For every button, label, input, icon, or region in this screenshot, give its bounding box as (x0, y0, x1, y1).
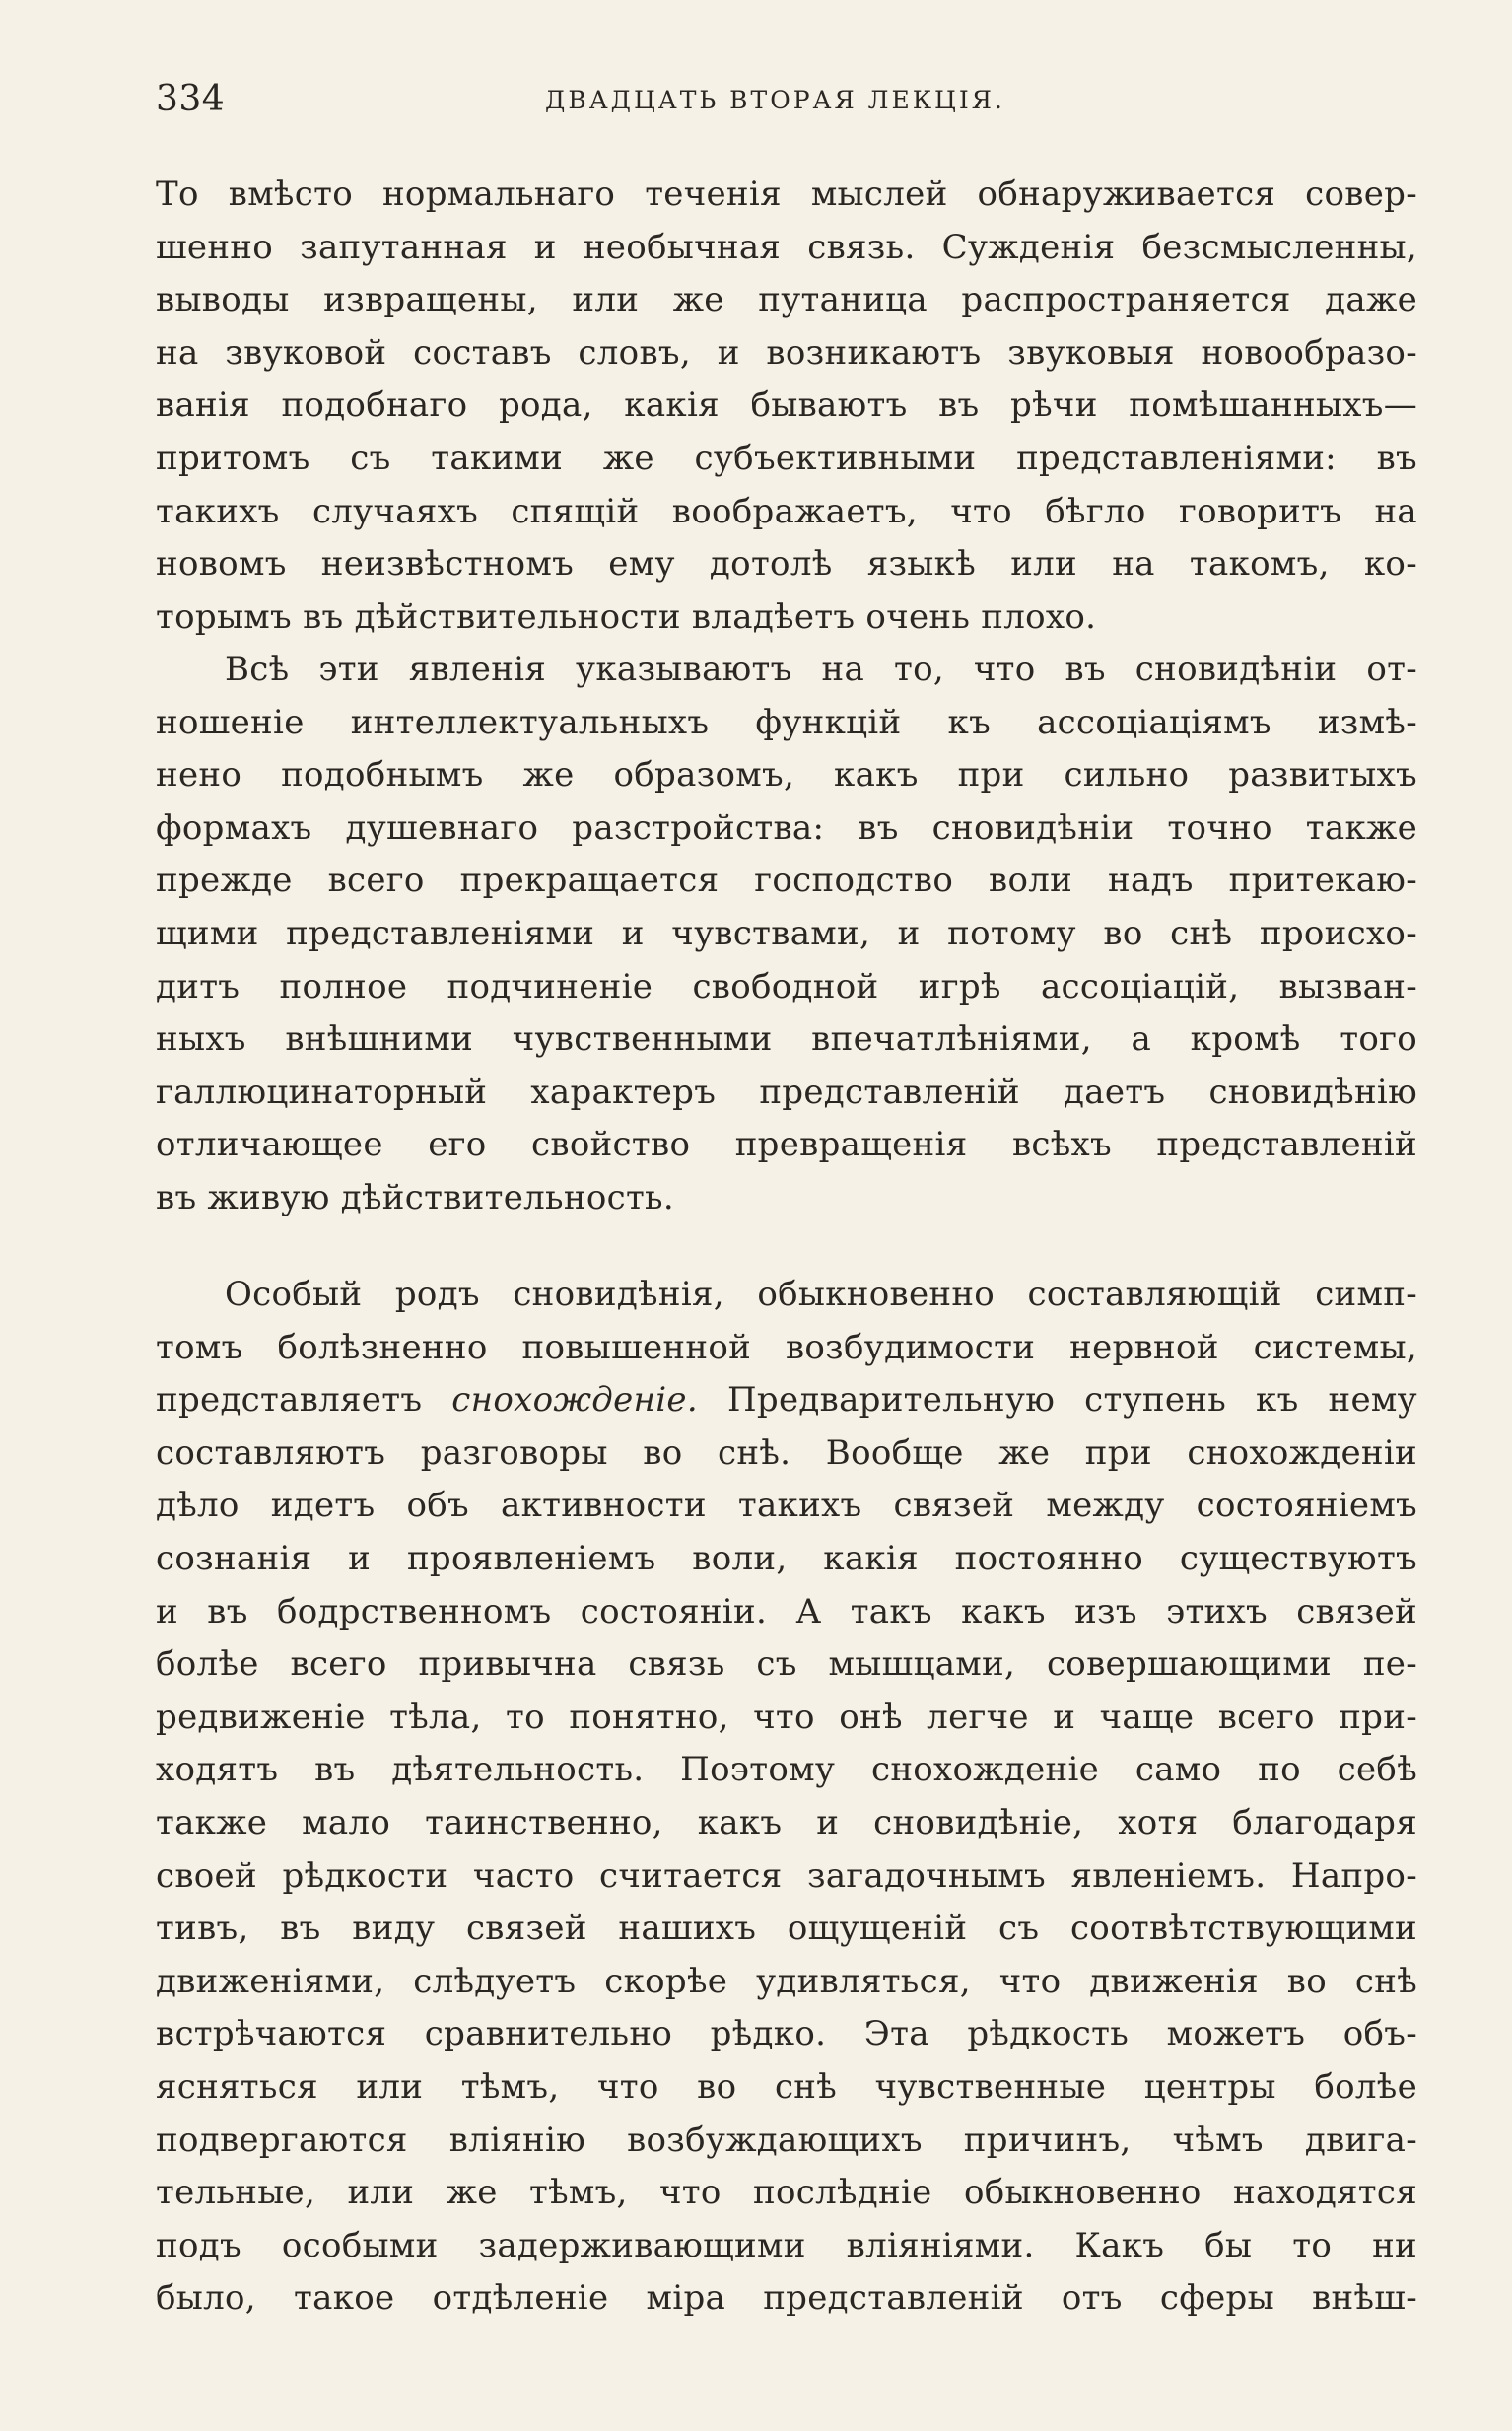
text-line: своей рѣдкости часто считается загадочнымъ явленіемъ. Напро- (156, 1855, 1417, 1896)
text-line: ныхъ внѣшними чувственными впечатлѣніями, а кромѣ того (156, 1019, 1417, 1060)
text-line: въ живую дѣйствительность. (156, 1177, 674, 1217)
text-line: тивъ, въ виду связей нашихъ ощущеній съ соотвѣтствующими (156, 1909, 1417, 1949)
text-line: движеніями, слѣдуетъ скорѣе удивляться, что движенія во снѣ (156, 1961, 1417, 2001)
text-line: ванія подобнаго рода, какія бываютъ въ рѣчи помѣшанныхъ— (156, 385, 1417, 426)
text-line: встрѣчаются сравнительно рѣдко. Эта рѣдкость можетъ объ- (156, 2014, 1417, 2054)
text-line: галлюцинаторный характеръ представленій даетъ сновидѣнію (156, 1072, 1417, 1112)
text-line: щими представленіями и чувствами, и потому во снѣ происхо- (156, 913, 1417, 953)
text-line: Всѣ эти явленія указываютъ на то, что въ сновидѣніи от- (225, 650, 1417, 689)
text-line: редвиженіе тѣла, то понятно, что онѣ легче и чаще всего при- (156, 1697, 1417, 1737)
text-line: и въ бодрственномъ состояніи. А такъ какъ изъ этихъ связей (156, 1591, 1417, 1632)
text-line: притомъ съ такими же субъективными представленіями: въ (156, 438, 1417, 478)
text-line: болѣе всего привычна связь съ мышцами, совершающими пе- (156, 1644, 1417, 1685)
chapter-title: ДВАДЦАТЬ ВТОРАЯ ЛЕКЦІЯ. (545, 86, 1005, 114)
text-line: формахъ душевнаго разстройства: въ сновидѣніи точно также (156, 807, 1417, 848)
text-line: дѣло идетъ объ активности такихъ связей между состояніемъ (156, 1486, 1417, 1526)
text-segment: представляетъ (156, 1380, 452, 1421)
text-line: шенно запутанная и необычная связь. Сужденія безсмысленны, (156, 227, 1417, 267)
text-line: томъ болѣзненно повышенной возбудимости нервной системы, (156, 1327, 1417, 1367)
text-line: на звуковой составъ словъ, и возникаютъ звуковыя новообразо- (156, 332, 1417, 373)
text-line: также мало таинственно, какъ и сновидѣніе, хотя благодаря (156, 1802, 1417, 1842)
text-line: подвергаются вліянію возбуждающихъ причинъ, чѣмъ двига- (156, 2119, 1417, 2160)
text-line: такихъ случаяхъ спящій воображаетъ, что бѣгло говоритъ на (156, 491, 1417, 531)
text-line: выводы извращены, или же путаница распространяется даже (156, 280, 1417, 320)
text-line: подъ особыми задерживающими вліяніями. Какъ бы то ни (156, 2225, 1417, 2265)
text-line: ясняться или тѣмъ, что во снѣ чувственные центры болѣе (156, 2066, 1417, 2107)
text-line: отличающее его свойство превращенія всѣхъ представленій (156, 1125, 1417, 1165)
text-line: было, такое отдѣленіе міра представленій отъ сферы внѣш- (156, 2278, 1417, 2319)
text-line: ходятъ въ дѣятельность. Поэтому снохожденіе само по себѣ (156, 1750, 1417, 1790)
text-line: сознанія и проявленіемъ воли, какія постоянно существуютъ (156, 1538, 1417, 1578)
text-line: торымъ въ дѣйствительности владѣетъ очень плохо. (156, 596, 1097, 637)
text-line: составляютъ разговоры во снѣ. Вообще же при снохожденіи (156, 1432, 1417, 1473)
paragraph-dream-functions (156, 644, 1417, 1225)
paragraph-sleepwalking (156, 1269, 1417, 2326)
emphasized-term: снохожденіе. (451, 1380, 698, 1421)
page-number: 334 (156, 79, 226, 119)
text-line: тельные, или же тѣмъ, что послѣдніе обыкновенно находятся (156, 2173, 1417, 2213)
text-line: прежде всего прекращается господство воли надъ притекаю- (156, 861, 1417, 901)
text-line: Особый родъ сновидѣнія, обыкновенно составляющій симп- (225, 1275, 1417, 1314)
text-line: То вмѣсто нормальнаго теченія мыслей обнаруживается совер- (156, 174, 1417, 214)
text-line: дитъ полное подчиненіе свободной игрѣ ассоціацій, вызван- (156, 966, 1417, 1007)
text-line (156, 1374, 1417, 1427)
paragraph-continuation (156, 169, 1417, 644)
text-line: новомъ неизвѣстномъ ему дотолѣ языкѣ или на такомъ, ко- (156, 544, 1417, 585)
text-line: ношеніе интеллектуальныхъ функцій къ ассоціаціямъ измѣ- (156, 702, 1417, 742)
text-line: нено подобнымъ же образомъ, какъ при сильно развитыхъ (156, 755, 1417, 796)
text-segment: Предварительную ступень къ нему (697, 1380, 1417, 1421)
running-head (156, 75, 1417, 124)
